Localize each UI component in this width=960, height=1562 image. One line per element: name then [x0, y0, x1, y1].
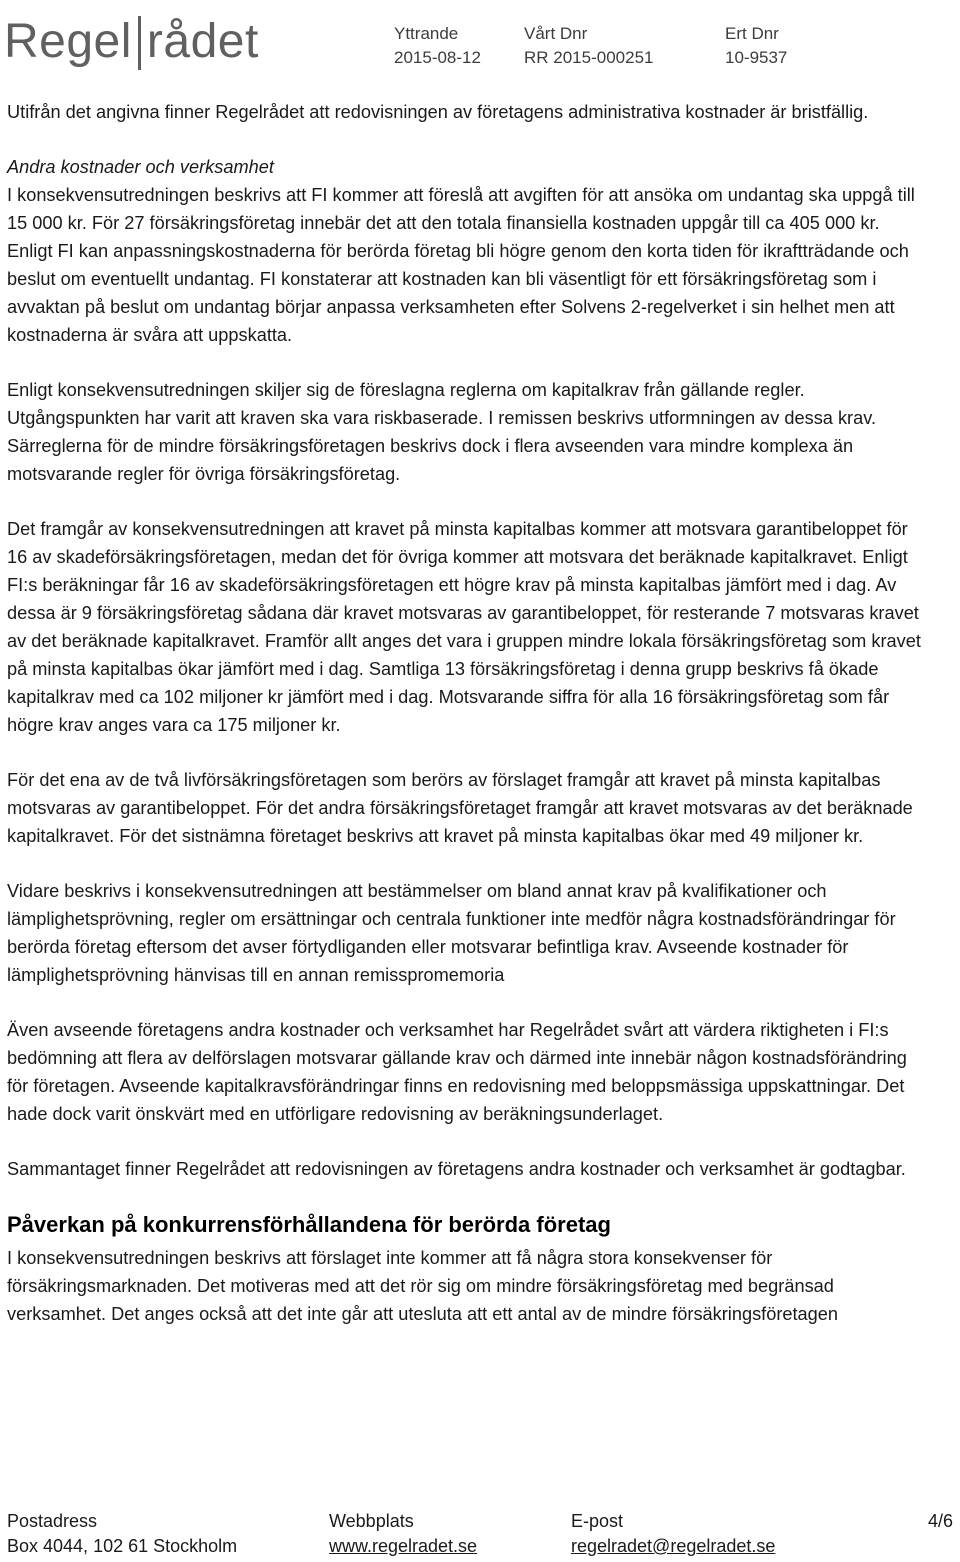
- page-number: 4/6: [927, 1511, 953, 1531]
- paragraph: Även avseende företagens andra kostnader och verksamhet har Regelrådet svårt att värdera riktigheten i FI:s bedömning att flera av delförslagen motsvarar gällande krav och därmed inte innebär någon kostnadsförändring för företagen. Avseende kapitalkravsförändringar finns en redovisning med beloppsmässiga uppskattningar. Det hade dock varit önskvärt med en utförligare redovisning av beräkningsunderlaget.: [7, 1020, 907, 1124]
- meta-value: 10-9537: [725, 48, 788, 67]
- logo-divider: [138, 16, 141, 70]
- logo-text-right: rådet: [146, 15, 259, 68]
- paragraph: Utifrån det angivna finner Regelrådet att redovisningen av företagens administrativa kostnader är bristfällig.: [7, 102, 869, 122]
- meta-vart-dnr: [524, 22, 653, 70]
- section-subheading: Andra kostnader och verksamhet: [7, 157, 274, 177]
- email-link[interactable]: regelradet@regelradet.se: [571, 1536, 776, 1556]
- paragraph: I konsekvensutredningen beskrivs att förslaget inte kommer att få några stora konsekvenser för försäkringsmarknaden. Det motiveras med att det rör sig om mindre försäkringsföretag med begränsad verksamhet. Det anges också att det inte går att utesluta att ett antal av de mindre försäkringsföretagen: [7, 1248, 839, 1324]
- section-heading: Påverkan på konkurrensförhållandena för berörda företag: [7, 1212, 611, 1237]
- paragraph: I konsekvensutredningen beskrivs att FI kommer att föreslå att avgiften för att ansöka om undantag ska uppgå till 15 000 kr. För 27 försäkringsföretag innebär det att den totala finansiella kostnaden uppgår till ca 405 000 kr. Enligt FI kan anpassningskostnaderna för berörda företag bli högre genom den korta tiden för ikraftträdande och beslut om eventuellt undantag. FI konstaterar att kostnaden kan bli väsentligt för ett försäkringsföretag som i avvaktan på beslut om undantag börjar anpassa verksamheten efter Solvens 2-regelverket i sin helhet men att kostnaderna är svåra att uppskatta.: [7, 185, 915, 345]
- footer-label: Postadress: [7, 1511, 98, 1531]
- footer-label: Webbplats: [329, 1511, 414, 1531]
- paragraph: Sammantaget finner Regelrådet att redovisningen av företagens andra kostnader och verksamhet är godtagbar.: [7, 1159, 906, 1179]
- footer-postadress: [7, 1509, 237, 1559]
- paragraph: För det ena av de två livförsäkringsföretagen som berörs av förslaget framgår att kravet på minsta kapitalbas motsvaras av garantibeloppet. För det andra försäkringsföretaget framgår att kravet motsvaras av det beräknade kapitalkravet. För det sistnämna företaget beskrivs att kravet på minsta kapitalbas ökar med 49 miljoner kr.: [7, 770, 913, 846]
- footer-webbplats: [329, 1509, 477, 1559]
- meta-ert-dnr: [725, 22, 787, 70]
- regelradet-logo: [4, 14, 259, 70]
- paragraph: Vidare beskrivs i konsekvensutredningen att bestämmelser om bland annat krav på kvalifikationer och lämplighetsprövning, regler om ersättningar och centrala funktioner inte medför några kostnadsförändringar för berörda företag eftersom det avser förtydliganden eller motsvarar befintliga krav. Avseende kostnader för lämplighetsprövning hänvisas till en annan remisspromemoria: [7, 881, 896, 985]
- paragraph: Det framgår av konsekvensutredningen att kravet på minsta kapitalbas kommer att motsvara garantibeloppet för 16 av skadeförsäkringsföretagen, medan det för övriga kommer att motsvara det beräknade kapitalkravet. Enligt FI:s beräkningar får 16 av skadeförsäkringsföretagen ett högre krav på minsta kapitalbas jämfört med i dag. Av dessa är 9 försäkringsföretag sådana där kravet motsvaras av garantibeloppet, för resterande 7 motsvaras kravet av det beräknade kapitalkravet. Framför allt anges det vara i gruppen mindre lokala försäkringsföretag som kravet på minsta kapitalbas ökar jämfört med i dag. Samtliga 13 försäkringsföretag i denna grupp beskrivs få ökade kapitalkrav med ca 102 miljoner kr jämfört med i dag. Motsvarande siffra för alla 16 försäkringsföretag som får högre krav anges vara ca 175 miljoner kr.: [7, 519, 921, 735]
- page-footer: [7, 1509, 953, 1559]
- footer-value: Box 4044, 102 61 Stockholm: [7, 1536, 238, 1556]
- paragraph: Enligt konsekvensutredningen skiljer sig de föreslagna reglerna om kapitalkrav från gällande regler. Utgångspunkten har varit att kraven ska vara riskbaserade. I remissen beskrivs utformningen av dessa krav. Särreglerna för de mindre försäkringsföretagen beskrivs dock i flera avseenden vara mindre komplexa än motsvarande regler för övriga försäkringsföretag.: [7, 380, 877, 484]
- meta-yttrande: [394, 22, 481, 70]
- meta-label: Yttrande: [394, 24, 459, 43]
- website-link[interactable]: www.regelradet.se: [329, 1536, 478, 1556]
- footer-epost: [571, 1509, 775, 1559]
- section-andra-kostnader: [7, 153, 929, 349]
- meta-label: Vårt Dnr: [524, 24, 588, 43]
- meta-value: 2015-08-12: [394, 48, 481, 67]
- document-body: [7, 98, 929, 1328]
- footer-label: E-post: [571, 1511, 624, 1531]
- meta-value: RR 2015-000251: [524, 48, 654, 67]
- meta-label: Ert Dnr: [725, 24, 779, 43]
- logo-text-left: Regel: [4, 15, 132, 68]
